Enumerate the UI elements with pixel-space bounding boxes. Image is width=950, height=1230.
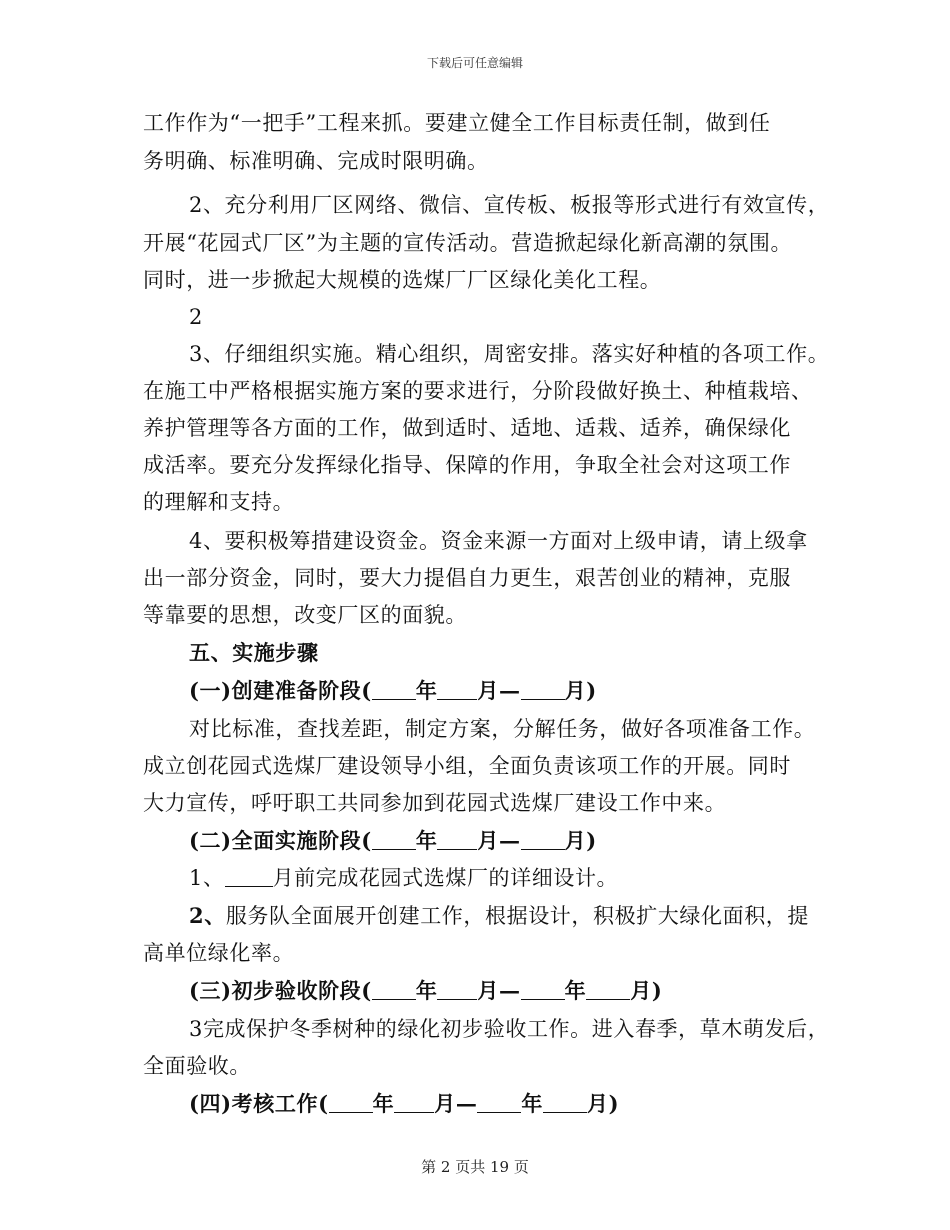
paragraph-line: 的理解和支持。 xyxy=(143,490,295,514)
page-header: 下载后可任意编辑 xyxy=(426,56,523,70)
paragraph-line: 工作作为“一把手”工程来抓。要建立健全工作目标责任制，做到任 xyxy=(143,111,771,135)
stage-heading-3: (三)初步验收阶段( 年 月— 年 月) xyxy=(189,978,663,1003)
paragraph-line: 开展“花园式厂区”为主题的宣传活动。营造掀起绿化新高潮的氛围。 xyxy=(143,231,793,255)
paragraph-line: 成立创花园式选煤厂建设领导小组，全面负责该项工作的开展。同时 xyxy=(143,754,791,778)
paragraph-line xyxy=(189,190,829,220)
item-number: 2、 xyxy=(189,903,226,928)
stage-heading-4: (四)考核工作( 年 月— 年 月) xyxy=(189,1091,620,1116)
stage-heading-2: (二)全面实施阶段( 年 月— 月) xyxy=(189,828,597,853)
page-footer: 第 2 页共 19 页 xyxy=(421,1158,529,1176)
page-number-inline: 2 xyxy=(189,305,203,329)
paragraph-line: 等靠要的思想，改变厂区的面貌。 xyxy=(143,603,467,627)
section-heading: 五、实施步骤 xyxy=(189,640,319,665)
paragraph-line: 务明确、标准明确、完成时限明确。 xyxy=(143,149,489,173)
paragraph-line: 出一部分资金，同时，要大力提倡自力更生，艰苦创业的精神，克服 xyxy=(143,566,791,590)
paragraph-line: 成活率。要充分发挥绿化指导、保障的作用，争取全社会对这项工作 xyxy=(143,453,791,477)
paragraph-line: 在施工中严格根据实施方案的要求进行，分阶段做好换土、种植栽培、 xyxy=(143,379,813,403)
paragraph-line: 3完成保护冬季树种的绿化初步验收工作。进入春季，草木萌发后， xyxy=(189,1017,830,1041)
paragraph-line: 对比标准，查找差距，制定方案，分解任务，做好各项准备工作。 xyxy=(189,717,816,741)
paragraph-line: 4、要积极筹措建设资金。资金来源一方面对上级申请，请上级拿 xyxy=(189,529,808,553)
item-line: 1、 月前完成花园式选煤厂的详细设计。 xyxy=(189,866,619,890)
paragraph-line: 2、服务队全面展开创建工作，根据设计，积极扩大绿化面积，提 xyxy=(189,903,810,928)
paragraph-line: 3、仔细组织实施。精心组织，周密安排。落实好种植的各项工作。 xyxy=(189,342,830,366)
paragraph-line: 大力宣传，呼吁职工共同参加到花园式选煤厂建设工作中来。 xyxy=(143,791,727,815)
stage-heading-1: (一)创建准备阶段( 年 月— 月) xyxy=(189,678,597,703)
paragraph-line: 高单位绿化率。 xyxy=(143,941,295,965)
fill-blank xyxy=(225,866,273,887)
paragraph-line: 全面验收。 xyxy=(143,1054,251,1078)
paragraph-line: 同时，进一步掀起大规模的选煤厂厂区绿化美化工程。 xyxy=(143,268,662,292)
paragraph-line: 养护管理等各方面的工作，做到适时、适地、适栽、适养，确保绿化 xyxy=(143,416,791,440)
paragraph-text: 2、充分利用厂区网络、微信、宣传板、板报等形式进行有效宣传， xyxy=(189,193,830,217)
